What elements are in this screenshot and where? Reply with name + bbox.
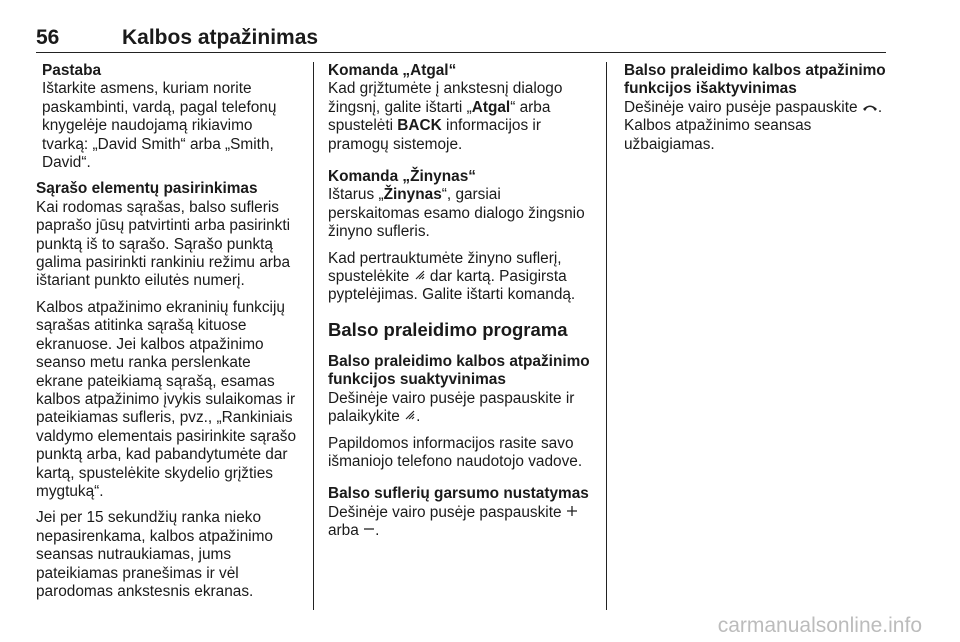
paragraph: Kai rodomas sąrašas, balso sufleris paprašo jūsų patvirtinti arba pasirinkti punktą iš to sąrašo. Sąrašo punktą galima pasirinkti rankiniu režimu arba ištariant punkto eilutės numerį. — [36, 198, 291, 290]
hang-up-icon — [862, 99, 878, 117]
column-1 — [36, 62, 298, 609]
paragraph: Ištarus „Žinynas“, garsiai perskaitomas esamo dialogo žingsnio žinyno sufleris. — [328, 186, 585, 241]
voice-command-icon — [414, 268, 426, 286]
column-divider-2 — [606, 62, 607, 610]
help-keyword: Žinynas — [383, 186, 442, 204]
paragraph: Dešinėje vairo pusėje paspauskite arba . — [328, 504, 596, 541]
note-box — [36, 62, 298, 172]
volume-heading: Balso suflerių garsumo nustatymas — [328, 485, 589, 503]
watermark: carmanualsonline.info — [717, 614, 922, 637]
section-heading: Balso praleidimo programa — [328, 318, 568, 340]
column-3 — [624, 62, 886, 162]
back-keyword: Atgal — [471, 98, 511, 116]
activation-heading: Balso praleidimo kalbos atpažinimo funkcijos suaktyvinimas — [328, 352, 590, 389]
paragraph: Papildomos informacijos rasite savo išmaniojo telefono naudotojo vadove. — [328, 434, 583, 470]
paragraph: Jei per 15 sekundžių ranka nieko nepasirenkama, kalbos atpažinimo seansas nutraukiamas, jums pateikiamas pranešimas ir vėl parodomas ankstesnis ekranas. — [36, 509, 273, 600]
minus-icon — [363, 522, 375, 540]
note-text: Ištarkite asmens, kuriam norite paskambinti, vardą, pagal telefonų knygelėje naudojamą rikiavimo tvarką: „David Smith“ arba „Smith, David“. — [42, 80, 277, 172]
column-divider-1 — [313, 62, 314, 610]
voice-command-icon — [404, 408, 416, 426]
back-command-heading: Komanda „Atgal“ — [328, 62, 457, 79]
page-number: 56 — [36, 26, 60, 49]
page-header — [36, 26, 886, 54]
back-button-label: BACK — [397, 117, 442, 135]
plus-icon — [566, 504, 578, 522]
paragraph: Dešinėje vairo pusėje paspauskite ir palaikykite . — [328, 389, 575, 426]
list-selection-heading: Sąrašo elementų pasirinkimas — [36, 180, 258, 198]
page-title: Kalbos atpažinimas — [122, 26, 319, 49]
paragraph: Kad pertrauktumėte žinyno suflerį, spustelėkite dar kartą. Pasigirsta pyptelėjimas. Galite ištarti komandą. — [328, 249, 576, 304]
column-2 — [328, 62, 596, 549]
paragraph: Dešinėje vairo pusėje paspauskite . Kalbos atpažinimo seansas užbaigiamas. — [624, 98, 883, 153]
paragraph: Kalbos atpažinimo ekraninių funkcijų sąrašas atitinka sąrašą kituose ekranuose. Jei kalbos atpažinimo seanso metu ranka perslenkate ekrane pateikiamą sąrašą, esamas kalbos atpažinimo įvykis sulaikomas ir pateikiamas sufleris, pvz., „Rankiniais valdymo elementais pasirinkite sąrašo punktą arba, kad pabandytumėte dar kartą, spustelėkite skydelio grįžties mygtuką“. — [36, 298, 297, 500]
help-command-heading: Komanda „Žinynas“ — [328, 168, 476, 186]
header-divider — [36, 52, 886, 53]
deactivation-heading: Balso praleidimo kalbos atpažinimo funkcijos išaktyvinimas — [624, 62, 886, 98]
note-title: Pastaba — [42, 62, 102, 79]
paragraph: Kad grįžtumėte į ankstesnį dialogo žingsnį, galite ištarti „Atgal“ arba spustelėti BACK informacijos ir pramogų sistemoje. — [328, 80, 563, 153]
